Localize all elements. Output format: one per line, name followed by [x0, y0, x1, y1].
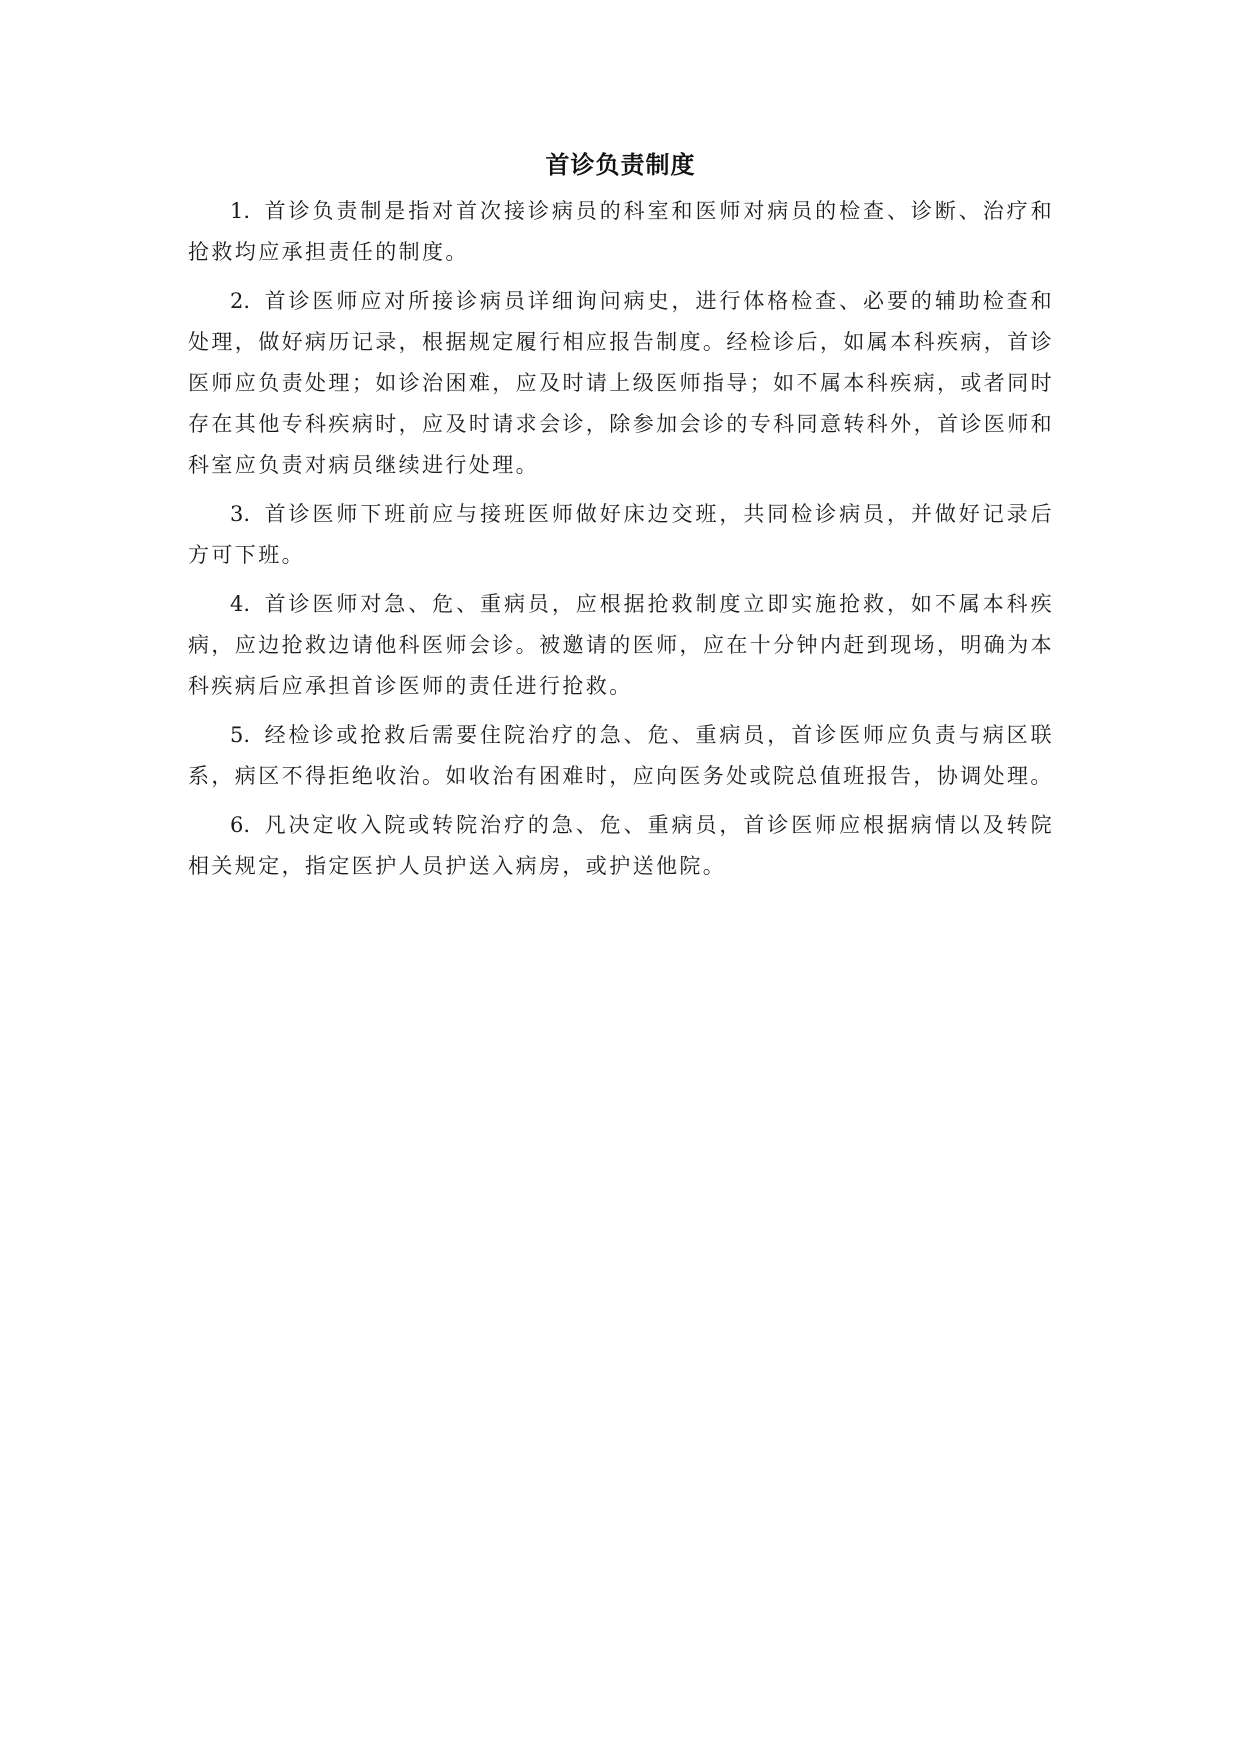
paragraph-number: 6. [230, 813, 251, 837]
paragraph-number: 1. [230, 199, 251, 223]
paragraph-text: 首诊医师对急、危、重病员，应根据抢救制度立即实施抢救，如不属本科疾病，应边抢救边请他科医师会诊。被邀请的医师，应在十分钟内赶到现场，明确为本科疾病后应承担首诊医师的责任进行抢救。 [188, 592, 1054, 698]
paragraph-3 [188, 494, 1054, 576]
paragraph-text: 首诊医师下班前应与接班医师做好床边交班，共同检诊病员，并做好记录后方可下班。 [188, 502, 1054, 567]
paragraph-2 [188, 281, 1054, 486]
paragraph-text: 经检诊或抢救后需要住院治疗的急、危、重病员，首诊医师应负责与病区联系，病区不得拒绝收治。如收治有困难时，应向医务处或院总值班报告，协调处理。 [188, 723, 1054, 788]
paragraph-text: 首诊医师应对所接诊病员详细询问病史，进行体格检查、必要的辅助检查和处理，做好病历记录，根据规定履行相应报告制度。经检诊后，如属本科疾病，首诊医师应负责处理；如诊治困难，应及时请上级医师指导；如不属本科疾病，或者同时存在其他专科疾病时，应及时请求会诊，除参加会诊的专科同意转科外，首诊医师和科室应负责对病员继续进行处理。 [188, 289, 1054, 477]
paragraph-number: 5. [230, 723, 251, 747]
document-body [188, 191, 1054, 895]
paragraph-6 [188, 805, 1054, 887]
paragraph-number: 4. [230, 592, 251, 616]
paragraph-4 [188, 584, 1054, 707]
paragraph-number: 2. [230, 289, 251, 313]
paragraph-5 [188, 715, 1054, 797]
paragraph-1 [188, 191, 1054, 273]
paragraph-text: 首诊负责制是指对首次接诊病员的科室和医师对病员的检查、诊断、治疗和抢救均应承担责任的制度。 [188, 199, 1054, 264]
paragraph-text: 凡决定收入院或转院治疗的急、危、重病员，首诊医师应根据病情以及转院相关规定，指定医护人员护送入病房，或护送他院。 [188, 813, 1054, 878]
paragraph-number: 3. [230, 502, 251, 526]
page-title: 首诊负责制度 [545, 151, 696, 179]
